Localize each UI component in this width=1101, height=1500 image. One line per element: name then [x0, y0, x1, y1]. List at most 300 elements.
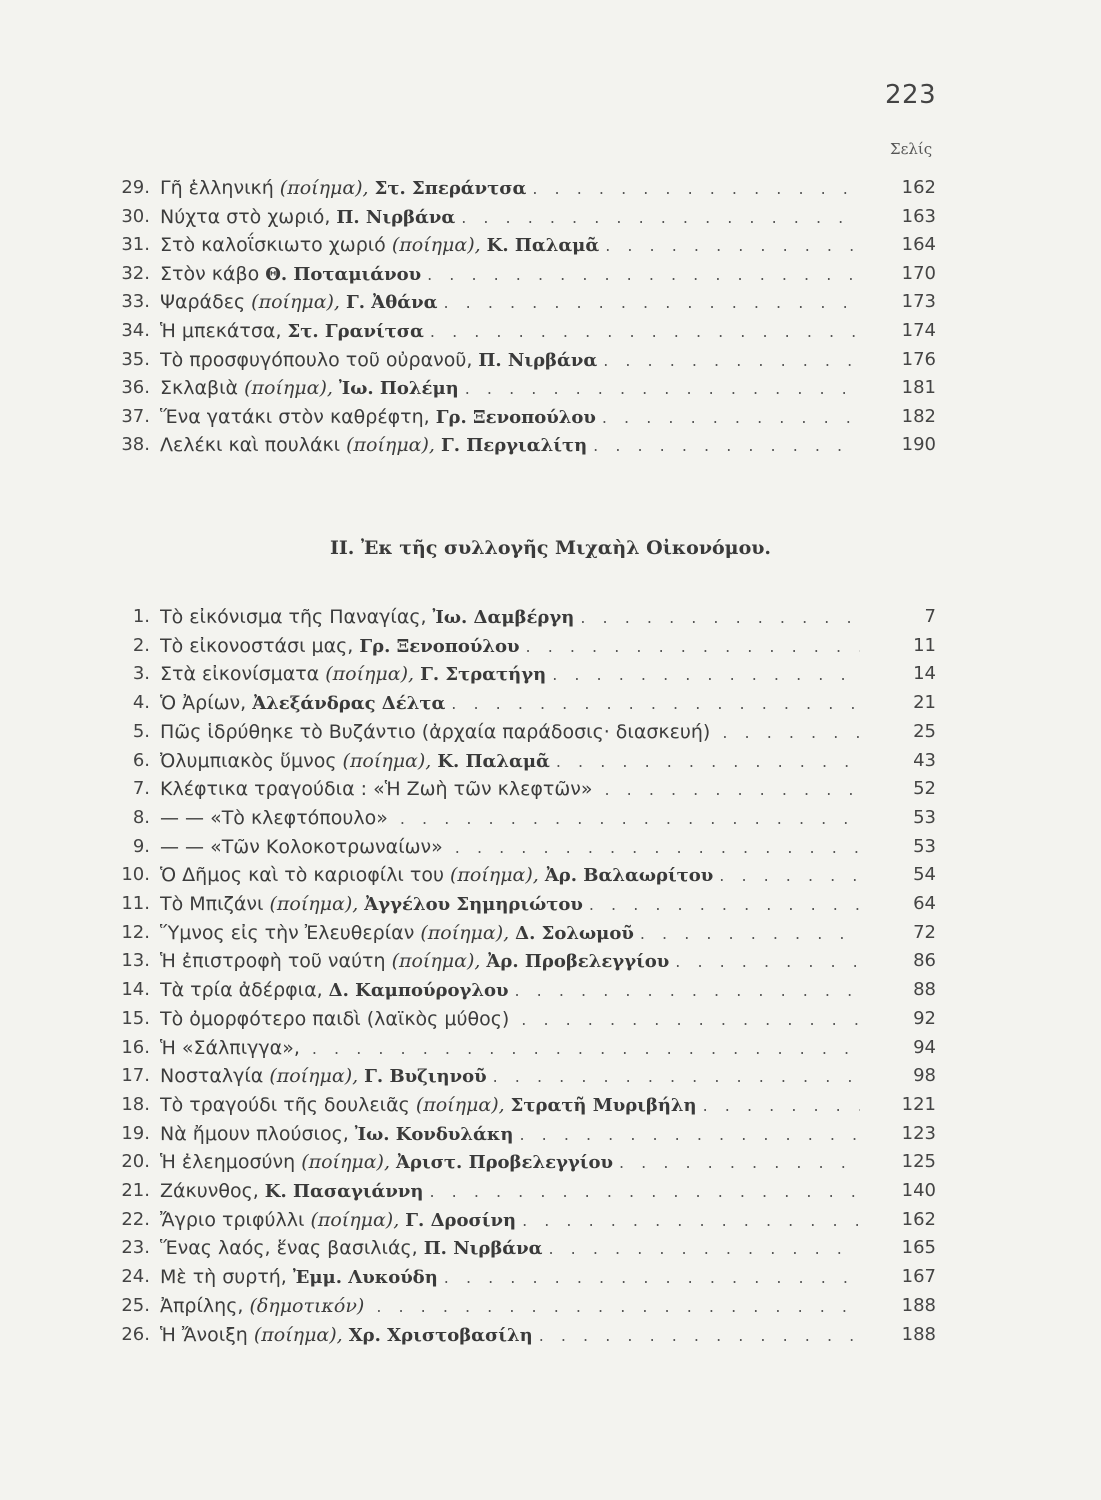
- entry-title-text: Τὸ εἰκόνισμα τῆς Παναγίας,: [160, 606, 427, 628]
- entry-number: 17.: [121, 1065, 150, 1087]
- toc-row: [0, 1149, 1101, 1175]
- entry-title-text: Ζάκυνθος,: [160, 1180, 259, 1202]
- entry-title: [160, 604, 427, 630]
- entry-page: 92: [913, 1007, 936, 1029]
- leader-dots: [539, 1323, 860, 1349]
- entry-number: 21.: [121, 1180, 150, 1201]
- entry-title-text: Νοσταλγία: [160, 1065, 264, 1088]
- toc-row: [0, 375, 1101, 401]
- leader-dots: [429, 1179, 860, 1205]
- entry-genre: (ποίημα),: [450, 864, 539, 887]
- entry-number: 14.: [121, 979, 150, 1001]
- entry-author: Ἀγγέλου Σημηριώτου: [364, 894, 583, 915]
- toc-row: [0, 690, 1101, 716]
- entry-title-text: Τὰ τρία ἀδέρφια,: [160, 979, 323, 1002]
- entry-title: [160, 805, 388, 831]
- leader-dots: [455, 835, 860, 861]
- leader-dots: [605, 233, 860, 259]
- entry-title: [160, 1035, 300, 1061]
- entry-title: [160, 289, 340, 315]
- entry-title-text: Ἕνα γατάκι στὸν καθρέφτη,: [160, 405, 430, 428]
- entry-line: [160, 834, 860, 861]
- entry-number: 19.: [121, 1122, 150, 1144]
- toc-row: [0, 232, 1101, 258]
- entry-page: 86: [913, 950, 936, 972]
- entry-author: Π. Νιρβάνα: [478, 349, 598, 371]
- entry-number: 18.: [121, 1093, 150, 1115]
- entry-line: [160, 1006, 860, 1033]
- toc-row: [0, 432, 1101, 458]
- entry-title-text: Ἀπρίλης,: [160, 1294, 244, 1317]
- entry-author: Ἀλεξάνδρας Δέλτα: [252, 693, 446, 715]
- entry-number: 26.: [121, 1323, 150, 1345]
- entry-page: 72: [913, 921, 936, 943]
- entry-page: 98: [913, 1065, 936, 1087]
- entry-line: [160, 1092, 860, 1119]
- entry-title-text: Στὰ εἰκονίσματα: [160, 663, 320, 686]
- entry-title: [160, 977, 323, 1003]
- entry-number: 15.: [121, 1007, 150, 1029]
- entry-number: 32.: [121, 262, 150, 284]
- entry-title-text: Νύχτα στὸ χωριό,: [160, 205, 331, 228]
- entry-author: Κ. Παλαμᾶ: [486, 235, 600, 257]
- entry-page: 162: [901, 1208, 936, 1230]
- entry-page: 174: [901, 320, 936, 341]
- entry-genre: (ποίημα),: [251, 291, 340, 314]
- toc-row: [0, 404, 1101, 430]
- entry-title: [160, 1092, 505, 1118]
- entry-title: [160, 891, 358, 917]
- entry-author: Κ. Παλαμᾶ: [437, 750, 550, 772]
- leader-dots: [376, 1294, 860, 1320]
- entry-page: 53: [913, 806, 936, 828]
- leader-dots: [515, 978, 861, 1004]
- entry-line: [160, 776, 860, 803]
- entry-title: [160, 261, 259, 287]
- entry-line: [160, 175, 860, 202]
- entry-title: [160, 1121, 349, 1147]
- entry-title-text: Τὸ Μπιζάνι: [160, 893, 264, 915]
- entry-page: 21: [913, 692, 936, 714]
- entry-genre: (ποίημα),: [342, 749, 432, 772]
- entry-page: 164: [901, 234, 936, 256]
- entry-title-text: Τὸ τραγούδι τῆς δουλειᾶς: [160, 1093, 410, 1116]
- entry-genre: (ποίημα),: [391, 950, 481, 973]
- entry-number: 8.: [132, 806, 150, 828]
- entry-line: [160, 1035, 860, 1062]
- entry-title-text: Κλέφτικα τραγούδια : «Ἡ Ζωὴ τῶν κλεφτῶν»: [160, 778, 593, 801]
- entry-line: [160, 891, 860, 918]
- entry-title: [160, 404, 430, 430]
- leader-dots: [719, 863, 860, 889]
- entry-number: 38.: [121, 434, 150, 456]
- entry-page: 181: [901, 377, 936, 399]
- entry-title-text: Νὰ ἤμουν πλούσιος,: [160, 1122, 349, 1145]
- leader-dots: [427, 262, 860, 288]
- entry-genre: (ποίημα),: [269, 893, 359, 915]
- entry-line: [160, 977, 860, 1004]
- entry-line: [160, 719, 860, 746]
- entry-title: [160, 375, 333, 401]
- entry-title: [160, 719, 710, 745]
- entry-title: [160, 1006, 509, 1032]
- entry-genre: (ποίημα),: [244, 377, 333, 400]
- entry-number: 36.: [121, 377, 150, 399]
- entry-author: Χρ. Χριστοβασίλη: [348, 1324, 533, 1346]
- entry-page: 14: [913, 663, 936, 685]
- entry-number: 9.: [132, 835, 150, 857]
- entry-number: 5.: [132, 720, 150, 742]
- entry-title: [160, 1207, 399, 1233]
- leader-dots: [580, 605, 860, 631]
- toc-row: [0, 318, 1101, 344]
- entry-title-text: Τὸ προσφυγόπουλο τοῦ οὐρανοῦ,: [160, 348, 473, 371]
- leader-dots: [522, 1208, 860, 1234]
- toc-row: [0, 834, 1101, 860]
- entry-line: [160, 1235, 860, 1262]
- entry-title-text: Τὸ ὀμορφότερο παιδὶ (λαϊκὸς μύθος): [160, 1007, 510, 1030]
- entry-number: 3.: [132, 663, 150, 685]
- entry-page: 25: [913, 720, 936, 742]
- entry-number: 1.: [132, 606, 150, 627]
- entry-title: [160, 432, 435, 458]
- leader-dots: [722, 720, 860, 746]
- leader-dots: [521, 1007, 860, 1033]
- toc-row: [0, 776, 1101, 802]
- entry-number: 22.: [121, 1208, 150, 1230]
- entry-line: [160, 920, 860, 947]
- entry-genre: (δημοτικόν): [249, 1294, 365, 1317]
- entry-title-text: Στὸ καλοΐσκιωτο χωριό: [160, 234, 386, 257]
- entry-number: 2.: [132, 634, 150, 656]
- entry-page: 121: [901, 1093, 936, 1115]
- entry-title-text: Ψαράδες: [160, 291, 246, 314]
- entry-line: [160, 1149, 860, 1176]
- entry-line: [160, 204, 860, 231]
- entry-title-text: Ἕνας λαός, ἕνας βασιλιάς,: [160, 1237, 418, 1260]
- toc-row: [0, 347, 1101, 373]
- entry-title-text: Σκλαβιὰ: [160, 377, 239, 400]
- leader-dots: [593, 433, 860, 459]
- entry-genre: (ποίημα),: [325, 663, 415, 686]
- entry-author: Ἐμμ. Λυκούδη: [292, 1267, 438, 1289]
- entry-author: Ἀριστ. Προβελεγγίου: [396, 1152, 613, 1174]
- entry-line: [160, 1322, 860, 1349]
- entry-line: [160, 1264, 860, 1291]
- entry-page: 123: [901, 1122, 936, 1144]
- entry-title-text: Πῶς ἱδρύθηκε τὸ Βυζάντιο (ἀρχαία παράδοσις· διασκευή): [160, 720, 711, 743]
- toc-row: [0, 805, 1101, 831]
- entry-author: Θ. Ποταμιάνου: [265, 263, 422, 285]
- entry-title-text: Ὀλυμπιακὸς ὕμνος: [160, 749, 337, 772]
- toc-row: [0, 604, 1101, 630]
- entry-number: 7.: [132, 778, 150, 800]
- entry-title: [160, 1264, 287, 1290]
- toc-row: [0, 862, 1101, 888]
- entry-author: Γ. Δροσίνη: [405, 1209, 517, 1231]
- toc-row: [0, 1121, 1101, 1147]
- entry-number: 25.: [121, 1294, 150, 1316]
- entry-number: 30.: [121, 205, 150, 227]
- entry-page: 53: [913, 835, 936, 857]
- entry-title: [160, 175, 369, 201]
- entry-author: Δ. Καμπούρογλου: [328, 980, 509, 1002]
- entry-line: [160, 1293, 860, 1320]
- column-header: Σελίς: [890, 140, 933, 158]
- entry-page: 54: [913, 864, 936, 886]
- leader-dots: [493, 1064, 860, 1090]
- entry-title: [160, 776, 592, 802]
- entry-title-text: Τὸ εἰκονοστάσι μας,: [160, 634, 354, 657]
- toc-row: [0, 1063, 1101, 1089]
- leader-dots: [532, 176, 860, 202]
- entry-title: [160, 1149, 390, 1175]
- entry-line: [160, 661, 860, 688]
- leader-dots: [549, 1236, 861, 1262]
- entry-author: Γ. Ἀθάνα: [345, 292, 438, 314]
- entry-genre: (ποίημα),: [279, 177, 369, 199]
- entry-genre: (ποίημα),: [301, 1151, 391, 1174]
- entry-page: 170: [901, 262, 936, 284]
- entry-author: Γ. Στρατήγη: [420, 664, 547, 686]
- entry-page: 94: [913, 1036, 936, 1058]
- entry-title-text: Ἡ ἐλεημοσύνη: [160, 1151, 296, 1174]
- section-heading: ΙΙ. Ἐκ τῆς συλλογῆς Μιχαὴλ Οἰκονόμου.: [329, 537, 772, 559]
- entry-author: Δ. Σολωμοῦ: [515, 922, 634, 944]
- entry-page: 176: [901, 348, 936, 370]
- entry-author: Ἰω. Δαμβέργη: [432, 607, 575, 628]
- entry-title-text: Λελέκι καὶ πουλάκι: [160, 434, 341, 457]
- entry-title-text: Ὕμνος εἰς τὴν Ἐλευθερίαν: [160, 921, 415, 944]
- entry-page: 188: [901, 1323, 936, 1345]
- entry-author: Στ. Σπεράντσα: [374, 178, 527, 199]
- entry-page: 162: [901, 177, 936, 198]
- toc-row: [0, 719, 1101, 745]
- entry-title-text: Στὸν κάβο: [160, 262, 260, 285]
- entry-title-text: Ὁ Ἀρίων,: [160, 692, 247, 715]
- entry-page: 182: [901, 405, 936, 427]
- entry-title: [160, 748, 431, 774]
- entry-page: 52: [913, 778, 936, 800]
- entry-line: [160, 232, 860, 259]
- entry-title: [160, 204, 330, 230]
- entry-page: 165: [901, 1237, 936, 1259]
- entry-title-text: — — «Τὸ κλεφτόπουλο»: [160, 806, 388, 829]
- entry-number: 29.: [121, 177, 150, 198]
- leader-dots: [526, 634, 860, 660]
- entry-number: 16.: [121, 1036, 150, 1058]
- entry-number: 33.: [121, 291, 150, 313]
- entry-page: 64: [913, 893, 936, 914]
- entry-page: 140: [901, 1180, 936, 1201]
- toc-row: [0, 633, 1101, 659]
- entry-title: [160, 1293, 364, 1319]
- entry-number: 24.: [121, 1266, 150, 1288]
- toc-row: [0, 1006, 1101, 1032]
- entry-title: [160, 347, 472, 373]
- entry-line: [160, 404, 860, 431]
- entry-line: [160, 375, 860, 402]
- leader-dots: [400, 806, 860, 832]
- entry-line: [160, 604, 860, 631]
- leader-dots: [603, 348, 860, 374]
- leader-dots: [589, 892, 860, 918]
- entry-number: 31.: [121, 234, 150, 256]
- entry-page: 88: [913, 979, 936, 1001]
- entry-line: [160, 432, 860, 459]
- toc-row: [0, 1035, 1101, 1061]
- entry-line: [160, 633, 860, 660]
- entry-number: 13.: [121, 950, 150, 972]
- entry-title-text: Γῆ ἑλληνική: [160, 177, 274, 199]
- toc-row: [0, 1293, 1101, 1319]
- toc-row: [0, 977, 1101, 1003]
- entry-genre: (ποίημα),: [253, 1323, 343, 1346]
- entry-page: 190: [901, 434, 936, 456]
- entry-line: [160, 1063, 860, 1090]
- entry-line: [160, 289, 860, 316]
- leader-dots: [443, 290, 860, 316]
- page-number: 223: [885, 80, 937, 110]
- leader-dots: [451, 691, 860, 717]
- entry-line: [160, 347, 860, 374]
- entry-genre: (ποίημα),: [415, 1093, 505, 1116]
- entry-title: [160, 948, 480, 974]
- leader-dots: [556, 749, 860, 775]
- entry-author: Ἰω. Πολέμη: [338, 378, 459, 400]
- toc-row: [0, 1264, 1101, 1290]
- leader-dots: [430, 319, 860, 345]
- entry-line: [160, 261, 860, 288]
- entry-genre: (ποίημα),: [391, 234, 481, 257]
- toc-row: [0, 289, 1101, 315]
- entry-title: [160, 920, 509, 946]
- entry-page: 125: [901, 1151, 936, 1173]
- entry-title-text: Ἡ Ἄνοιξη: [160, 1323, 248, 1346]
- entry-title: [160, 1235, 418, 1261]
- entry-author: Στρατῆ Μυριβήλη: [510, 1094, 697, 1116]
- entry-number: 6.: [132, 749, 150, 771]
- entry-title: [160, 1322, 343, 1348]
- entry-line: [160, 1121, 860, 1148]
- toc-row: [0, 261, 1101, 287]
- entry-title: [160, 834, 443, 860]
- entry-author: Γρ. Ξενοπούλου: [359, 635, 520, 657]
- leader-dots: [552, 662, 860, 688]
- leader-dots: [465, 376, 860, 402]
- entry-author: Γ. Βυζιηνοῦ: [364, 1066, 487, 1088]
- entry-title: [160, 690, 246, 716]
- toc-row: [0, 1092, 1101, 1118]
- leader-dots: [640, 921, 860, 947]
- leader-dots: [444, 1265, 860, 1291]
- entry-author: Ἰω. Κονδυλάκη: [354, 1123, 514, 1145]
- entry-title-text: — — «Τῶν Κολοκοτρωναίων»: [160, 835, 443, 858]
- entry-number: 12.: [121, 921, 150, 943]
- leader-dots: [703, 1093, 860, 1119]
- entry-title: [160, 633, 353, 659]
- entry-number: 4.: [132, 692, 150, 714]
- entry-number: 35.: [121, 348, 150, 370]
- entry-title: [160, 862, 539, 888]
- toc-row: [0, 175, 1101, 201]
- entry-number: 37.: [121, 405, 150, 427]
- entry-page: 43: [913, 749, 936, 771]
- entry-page: 188: [901, 1294, 936, 1316]
- leader-dots: [312, 1036, 860, 1062]
- leader-dots: [602, 405, 860, 431]
- toc-row: [0, 1207, 1101, 1233]
- entry-genre: (ποίημα),: [310, 1208, 400, 1231]
- toc-row: [0, 748, 1101, 774]
- entry-number: 23.: [121, 1237, 150, 1259]
- entry-line: [160, 862, 860, 889]
- leader-dots: [519, 1122, 860, 1148]
- toc-row: [0, 1178, 1101, 1204]
- entry-title: [160, 1063, 358, 1089]
- entry-line: [160, 748, 860, 775]
- entry-line: [160, 318, 860, 345]
- entry-title-text: Μὲ τὴ συρτή,: [160, 1266, 287, 1289]
- entry-title-text: Ἡ μπεκάτσα,: [160, 320, 282, 342]
- entry-title-text: Ὁ Δῆμος καὶ τὸ καριοφίλι του: [160, 864, 444, 887]
- entry-number: 20.: [121, 1151, 150, 1173]
- leader-dots: [675, 949, 860, 975]
- entry-page: 7: [924, 606, 936, 627]
- toc-row: [0, 661, 1101, 687]
- entry-page: 167: [901, 1266, 936, 1288]
- toc-row: [0, 1322, 1101, 1348]
- entry-line: [160, 1178, 860, 1205]
- leader-dots: [604, 777, 860, 803]
- entry-number: 11.: [121, 893, 150, 914]
- entry-author: Γ. Περγιαλίτη: [440, 435, 588, 457]
- toc-row: [0, 948, 1101, 974]
- entry-page: 11: [913, 634, 936, 656]
- entry-number: 10.: [121, 864, 150, 886]
- entry-title: [160, 661, 414, 687]
- entry-author: Π. Νιρβάνα: [336, 206, 456, 228]
- entry-page: 173: [901, 291, 936, 313]
- entry-line: [160, 948, 860, 975]
- entry-genre: (ποίημα),: [269, 1065, 359, 1088]
- entry-author: Π. Νιρβάνα: [423, 1238, 543, 1260]
- entry-title: [160, 318, 281, 344]
- entry-line: [160, 1207, 860, 1234]
- entry-title-text: Ἄγριο τριφύλλι: [160, 1208, 305, 1231]
- entry-genre: (ποίημα),: [420, 921, 510, 944]
- toc-row: [0, 920, 1101, 946]
- toc-row: [0, 891, 1101, 917]
- leader-dots: [461, 205, 860, 231]
- entry-line: [160, 805, 860, 832]
- entry-author: Κ. Πασαγιάννη: [264, 1181, 424, 1202]
- leader-dots: [619, 1150, 860, 1176]
- entry-title-text: Ἡ ἐπιστροφὴ τοῦ ναύτη: [160, 950, 386, 973]
- entry-title: [160, 1178, 259, 1204]
- entry-author: Ἀρ. Βαλαωρίτου: [544, 865, 714, 887]
- entry-page: 163: [901, 205, 936, 227]
- entry-author: Στ. Γρανίτσα: [287, 321, 424, 342]
- entry-author: Γρ. Ξενοπούλου: [435, 406, 596, 428]
- entry-number: 34.: [121, 320, 150, 341]
- entry-title: [160, 232, 481, 258]
- toc-row: [0, 204, 1101, 230]
- entry-author: Ἀρ. Προβελεγγίου: [486, 951, 670, 973]
- entry-genre: (ποίημα),: [346, 434, 435, 457]
- entry-line: [160, 690, 860, 717]
- entry-title-text: Ἡ «Σάλπιγγα»,: [160, 1036, 300, 1059]
